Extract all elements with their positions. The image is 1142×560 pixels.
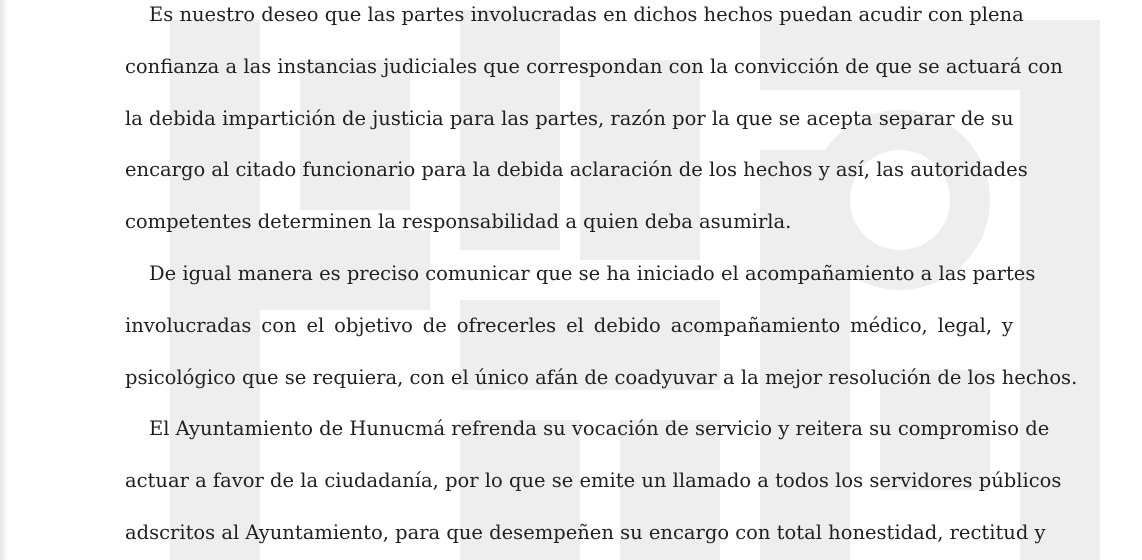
page-edge-shadow: [0, 0, 8, 560]
paragraph-1-line-4: encargo al citado funcionario para la debida aclaración de los hechos y así, las autoridades: [125, 158, 1028, 181]
paragraph-2-line-1: De igual manera es preciso comunicar que se ha iniciado el acompañamiento a las partes: [149, 262, 1036, 285]
paragraph-3-line-3: adscritos al Ayuntamiento, para que desempeñen su encargo con total honestidad, rectitud y: [125, 521, 1046, 544]
paragraph-3-line-1: El Ayuntamiento de Hunucmá refrenda su vocación de servicio y reitera su compromiso de: [149, 417, 1050, 440]
paragraph-1-line-2: confianza a las instancias judiciales que correspondan con la convicción de que se actuará con: [125, 55, 1063, 78]
paragraph-2-line-3: psicológico que se requiera, con el único afán de coadyuvar a la mejor resolución de los hechos.: [125, 366, 1078, 389]
paragraph-2-line-2: involucradas con el objetivo de ofrecerles el debido acompañamiento médico, legal, y: [125, 314, 1013, 337]
paragraph-1-line-5: competentes determinen la responsabilidad a quien deba asumirla.: [125, 210, 792, 233]
paragraph-1-line-3: la debida impartición de justicia para las partes, razón por la que se acepta separar de su: [125, 107, 1014, 130]
paragraph-1-line-1: Es nuestro deseo que las partes involucradas en dichos hechos puedan acudir con plena: [149, 3, 1024, 26]
paragraph-3-line-2: actuar a favor de la ciudadanía, por lo que se emite un llamado a todos los servidores públicos: [125, 469, 1062, 492]
